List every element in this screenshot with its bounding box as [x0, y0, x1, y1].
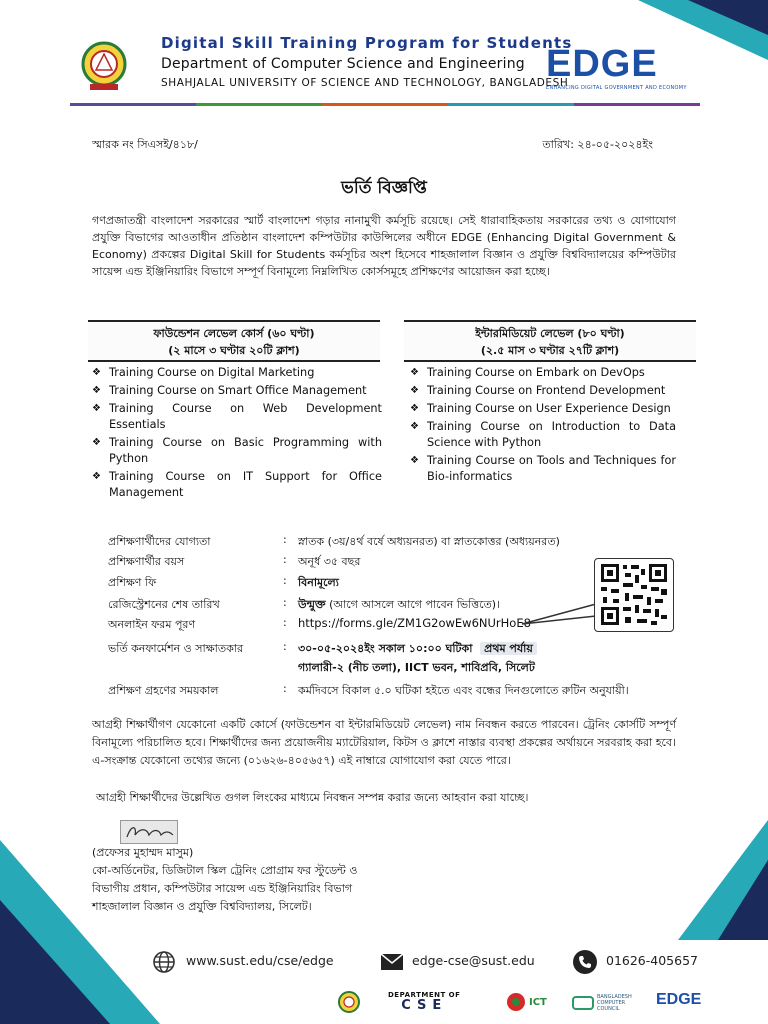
list-item: ❖ Training Course on Digital Marketing	[92, 366, 315, 379]
bullet-icon: ❖	[410, 367, 419, 378]
phase-badge: প্রথম পর্যায়	[480, 642, 537, 655]
age-value: অনূর্ধ ৩৫ বছর	[298, 555, 361, 568]
form-link[interactable]: https://forms.gle/ZM1G2owEw6NUrHoE8	[298, 616, 531, 630]
bullet-icon: ❖	[410, 421, 419, 432]
training-time-label: প্রশিক্ষণ গ্রহণের সময়কাল	[108, 684, 219, 697]
colon: :	[283, 574, 287, 587]
intermediate-course-list	[410, 365, 676, 487]
qr-code-icon	[595, 559, 673, 631]
signatory-university: শাহজালাল বিজ্ঞান ও প্রযুক্তি বিশ্ববিদ্যালয়, সিলেট।	[92, 900, 312, 913]
signatory-role-2: বিভাগীয় প্রধান, কম্পিউটার সায়েন্স এন্ড ইঞ্জিনিয়ারিং বিভাগ	[92, 882, 353, 895]
fee-label: প্রশিক্ষণ ফি	[108, 576, 157, 589]
foundation-subtitle: (২ মাসে ৩ ঘণ্টার ২০টি ক্লাশ)	[168, 344, 300, 357]
list-item: ❖ Training Course on Frontend Development	[410, 384, 666, 397]
website-link[interactable]: www.sust.edu/cse/edge	[186, 953, 334, 968]
bullet-icon: ❖	[92, 367, 101, 378]
bullet-icon: ❖	[410, 403, 419, 414]
deadline-label: রেজিস্ট্রেশনের শেষ তারিখ	[108, 598, 220, 611]
signature-image	[120, 820, 178, 844]
cse-department-logo: DEPARTMENT OF CSE	[388, 991, 461, 1013]
interview-place: গ্যালারী-২ (নীচ তলা), IICT ভবন, শাবিপ্রবি, সিলেট	[298, 661, 535, 674]
bullet-icon: ❖	[410, 385, 419, 396]
edge-logo-subtitle: ENHANCING DIGITAL GOVERNMENT AND ECONOMY	[546, 85, 687, 91]
email-link[interactable]: edge-cse@sust.edu	[412, 953, 535, 968]
signatory-block	[92, 844, 357, 916]
training-time-value: কর্মদিবসে বিকাল ৫.০ ঘটিকা হইতে এবং বন্ধের দিনগুলোতে রুটিন অনুযায়ী।	[298, 684, 629, 697]
sust-footer-logo-icon	[336, 990, 362, 1016]
bullet-icon: ❖	[92, 385, 101, 396]
notice-title: ভর্তি বিজ্ঞপ্তি	[341, 178, 427, 198]
intro-paragraph: গণপ্রজাতন্ত্রী বাংলাদেশ সরকারের স্মার্ট বাংলাদেশ গড়ার নানামুখী কর্মসূচি রয়েছে। সেই ধারাবাহিকতায় সরকারের তথ্য ও যোগাযোগ প্রযুক্তি বিভাগের আওতাধীন প্রতিষ্ঠান বাংলাদেশ কম্পিউটার কাউন্সিলের অধীনে EDGE (Enhancing Digital Government & Economy) প্রকল্পের Digital Skill for Students কর্মসূচির অংশ হিসেবে শাহজালাল বিজ্ঞান ও প্রযুক্তি বিশ্ববিদ্যালয়ের কম্পিউটার সায়েন্স এন্ড ইঞ্জিনিয়ারিং বিভাগে সম্পূর্ণ বিনামূল্যে নিম্নলিখিত কোর্সসমূহে প্রশিক্ষণের আয়োজন করা হচ্ছে।	[92, 214, 676, 278]
eligibility-value: স্নাতক (৩য়/৪র্থ বর্ষে অধ্যয়নরত) বা স্নাতকোত্তর (অধ্যয়নরত)	[298, 535, 560, 548]
interview-label: ভর্তি কনফার্মেশন ও সাক্ষাতকার	[108, 642, 244, 655]
bullet-icon: ❖	[410, 455, 419, 466]
qr-code[interactable]	[594, 558, 674, 632]
callout-pointer	[520, 600, 600, 630]
bullet-icon: ❖	[92, 471, 101, 482]
list-item: ❖ Training Course on Embark on DevOps	[410, 366, 645, 379]
ict-logo-icon	[506, 992, 526, 1012]
globe-icon	[152, 950, 176, 974]
phone-number[interactable]: 01626-405657	[606, 953, 698, 968]
colon: :	[283, 596, 287, 609]
bcc-logo: BANGLADESH COMPUTER COUNCIL	[572, 994, 643, 1012]
colon: :	[283, 682, 287, 695]
foundation-course-list	[92, 365, 382, 503]
sust-logo-icon	[78, 40, 130, 92]
edge-footer-logo: EDGE	[656, 991, 702, 1008]
list-item: ❖ Training Course on Tools and Techniques for Bio-informatics	[410, 454, 676, 483]
bcc-logo-icon	[572, 995, 594, 1011]
corner-decoration-bottom-right	[638, 820, 768, 940]
intermediate-header	[404, 320, 696, 362]
colon: :	[283, 533, 287, 546]
header-divider	[70, 103, 700, 106]
department-name: Department of Computer Science and Engineering	[161, 56, 525, 72]
list-item: ❖ Training Course on Introduction to Data Science with Python	[410, 420, 676, 449]
colon: :	[283, 640, 287, 653]
colon: :	[283, 553, 287, 566]
list-item: ❖ Training Course on Basic Programming with Python	[92, 436, 382, 465]
intermediate-title: ইন্টারমিডিয়েট লেভেল (৮০ ঘণ্টা)	[475, 327, 625, 340]
reference-number: স্মারক নং সিএসই/৪১৮/	[92, 138, 198, 151]
interview-value: ৩০-০৫-২০২৪ইং সকাল ১০:০০ ঘটিকা প্রথম পর্যায়	[298, 640, 537, 659]
university-name: SHAHJALAL UNIVERSITY OF SCIENCE AND TECHNOLOGY, BANGLADESH	[161, 77, 569, 89]
list-item: ❖ Training Course on Smart Office Management	[92, 384, 367, 397]
age-label: প্রশিক্ষণার্থীর বয়স	[108, 555, 185, 568]
form-label: অনলাইন ফরম পূরণ	[108, 618, 196, 631]
bullet-icon: ❖	[92, 403, 101, 414]
signature-icon	[121, 821, 177, 843]
phone-icon	[573, 950, 597, 974]
list-item: ❖ Training Course on IT Support for Office Management	[92, 470, 382, 499]
foundation-title: ফাউন্ডেশন লেভেল কোর্স (৬০ ঘণ্টা)	[153, 327, 315, 340]
list-item: ❖ Training Course on User Experience Design	[410, 402, 671, 415]
notice-date: তারিখ: ২৪-০৫-২০২৪ইং	[542, 138, 653, 151]
colon: :	[283, 616, 287, 629]
edge-logo	[546, 45, 687, 91]
foundation-header	[88, 320, 380, 362]
eligibility-label: প্রশিক্ষণার্থীদের যোগ্যতা	[108, 535, 211, 548]
program-title: Digital Skill Training Program for Students	[161, 34, 573, 52]
intermediate-subtitle: (২.৫ মাস ৩ ঘণ্টার ২৭টি ক্লাশ)	[480, 344, 620, 357]
call-to-action: আগ্রহী শিক্ষার্থীদের উল্লেখিত গুগল লিংকের মাধ্যমে নিবন্ধন সম্পন্ন করার জন্যে আহবান করা যাচ্ছে।	[96, 791, 529, 804]
email-icon	[380, 953, 404, 971]
signatory-name: (প্রফেসর মুহাম্মদ মাসুম)	[92, 846, 194, 859]
list-item: ❖ Training Course on Web Development Essentials	[92, 402, 382, 431]
signatory-role-1: কো-অর্ডিনেটর, ডিজিটাল স্কিল ট্রেনিং প্রোগ্রাম ফর স্টুডেন্ট ও	[92, 864, 358, 877]
deadline-value: উন্মুক্ত (আগে আসলে আগে পাবেন ভিত্তিতে)।	[298, 598, 501, 611]
fee-value: বিনামূল্যে	[298, 576, 339, 589]
edge-logo-text: EDGE	[546, 43, 658, 85]
bullet-icon: ❖	[92, 437, 101, 448]
info-paragraph: আগ্রহী শিক্ষার্থীগণ যেকোনো একটি কোর্সে (ফাউন্ডেশন বা ইন্টারমিডিয়েট লেভেল) নাম নিবন্ধন করতে পারবেন। ট্রেনিং কোর্সটি সম্পূর্ণ বিনামূল্যে পরিচালিত হবে। শিক্ষার্থীদের জন্য প্রয়োজনীয় ম্যাটেরিয়াল, কিটস ও ক্লাশে নাস্তার ব্যবস্থা প্রকল্পের অর্থায়নে সরবরাহ করা হবে। এ-সংক্রান্ত যেকোনো তথ্যের জন্যে (০১৬২৬-৪০৫৬৫৭) এই নাম্বারে যোগাযোগ করা যেতে পারে।	[92, 718, 676, 767]
ict-division-logo: ICT	[506, 992, 547, 1012]
